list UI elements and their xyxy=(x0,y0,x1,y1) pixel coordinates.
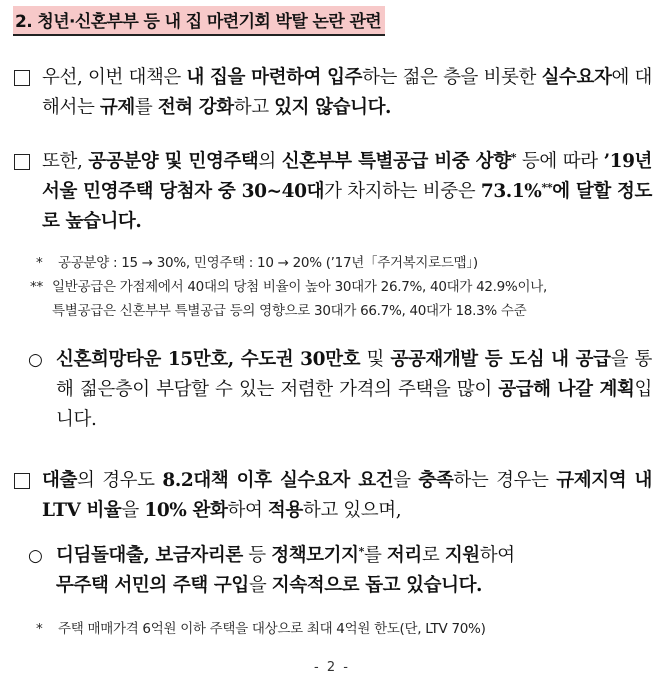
square-bullet-icon xyxy=(14,154,30,170)
circle-bullet-icon: ○ xyxy=(28,350,43,370)
footnote-2: ** 일반공급은 가점제에서 40대의 당첨 비율이 높아 30대가 26.7%, 40대가 42.9%이나, 특별공급은 신혼부부 특별공급 등의 영향으로 30대가 66.7%, 40대가 18.3% 수준 xyxy=(30,279,547,319)
section-heading: 2. 청년·신혼부부 등 내 집 마련기회 박탈 논란 관련 xyxy=(13,6,385,36)
circle-bullet-icon: ○ xyxy=(28,546,43,566)
footnote-3: * 주택 매매가격 6억원 이하 주택을 대상으로 최대 4억원 한도(단, LTV 70%) xyxy=(36,621,486,637)
paragraph-loan-ltv: 대출의 경우도 8.2대책 이후 실수요자 요건을 충족하는 경우는 규제지역 내 LTV 비율을 10% 완화하여 적용하고 있으며, xyxy=(14,466,652,526)
paragraph-policy-mortgage: ○ 디딤돌대출, 보금자리론 등 정책모기지*를 저리로 지원하여 무주택 서민의 주택 구입을 지속적으로 돕고 있습니다. xyxy=(24,541,624,601)
page-number: - 2 - xyxy=(314,660,350,675)
paragraph-no-regulation: 우선, 이번 대책은 내 집을 마련하여 입주하는 젊은 층을 비롯한 실수요자에 대해서는 규제를 전혀 강화하고 있지 않습니다. xyxy=(14,63,652,123)
paragraph-special-supply: 또한, 공공분양 및 민영주택의 신혼부부 특별공급 비중 상향* 등에 따라 ’19년 서울 민영주택 당첨자 중 30~40대가 차지하는 비중은 73.1%**에 달할 정도로 높습니다. xyxy=(14,147,652,237)
footnote-1: * 공공분양 : 15 → 30%, 민영주택 : 10 → 20% (’17년「주거복지로드맵」) xyxy=(36,255,478,271)
square-bullet-icon xyxy=(14,70,30,86)
square-bullet-icon xyxy=(14,473,30,489)
paragraph-housing-supply: ○ 신혼희망타운 15만호, 수도권 30만호 및 공공재개발 등 도심 내 공급을 통해 젊은층이 부담할 수 있는 저렴한 가격의 주택을 많이 공급해 나갈 계획입니다. xyxy=(24,345,652,435)
